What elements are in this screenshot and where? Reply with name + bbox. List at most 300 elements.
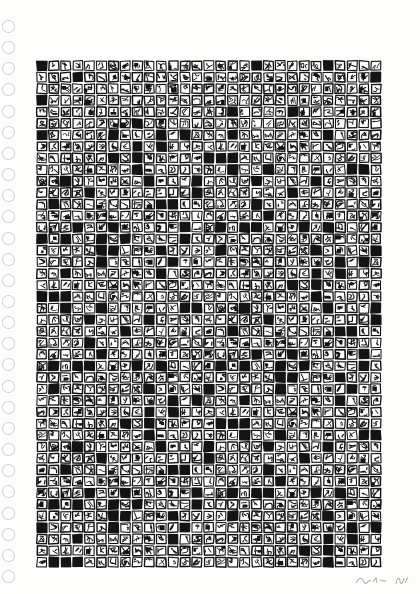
scribble-cell xyxy=(347,557,357,566)
scribble-cell xyxy=(348,280,357,289)
scribble-cell xyxy=(228,407,238,417)
scribble-cell xyxy=(37,177,46,186)
scribble-cell xyxy=(276,476,286,485)
scribble-cell xyxy=(97,557,106,567)
scribble-cell xyxy=(156,523,166,532)
scribble-cell xyxy=(299,211,309,221)
scribble-cell xyxy=(204,153,213,163)
scribble-cell xyxy=(121,315,131,324)
scribble-cell xyxy=(49,107,59,117)
scribble-cell xyxy=(156,107,166,117)
binder-hole xyxy=(2,422,15,435)
scribble-cell xyxy=(216,373,226,382)
ink-grid-artwork xyxy=(36,60,382,568)
scribble-cell xyxy=(37,315,47,324)
scribble-cell xyxy=(169,361,179,371)
scribble-cell xyxy=(239,523,249,533)
scribble-cell xyxy=(108,546,118,555)
scribble-cell xyxy=(359,338,369,347)
scribble-cell xyxy=(84,535,94,544)
scribble-cell xyxy=(108,269,118,278)
scribble-cell xyxy=(168,84,178,94)
scribble-cell xyxy=(180,384,190,394)
scribble-cell xyxy=(180,154,190,163)
scribble-cell xyxy=(228,165,238,174)
scribble-cell xyxy=(121,177,130,186)
scribble-cell xyxy=(323,465,333,475)
scribble-cell xyxy=(85,257,94,266)
binder-hole xyxy=(2,253,15,266)
scribble-cell xyxy=(96,361,106,370)
scribble-cell xyxy=(287,153,297,163)
scribble-cell xyxy=(360,326,369,335)
scribble-cell xyxy=(132,419,142,428)
scribble-cell xyxy=(37,338,47,348)
scribble-cell xyxy=(204,188,214,198)
scribble-cell xyxy=(299,349,309,359)
scribble-cell xyxy=(61,257,71,266)
scribble-cell xyxy=(263,500,273,509)
scribble-cell xyxy=(347,385,357,394)
scribble-cell xyxy=(61,269,71,278)
scribble-cell xyxy=(180,534,190,544)
scribble-cell xyxy=(335,350,345,359)
scribble-cell xyxy=(216,361,226,370)
scribble-cell xyxy=(312,361,321,370)
scribble-cell xyxy=(192,211,202,221)
scribble-cell xyxy=(49,500,59,509)
scribble-cell xyxy=(61,292,70,301)
scribble-cell xyxy=(168,281,178,290)
scribble-cell xyxy=(216,176,226,186)
scribble-cell xyxy=(192,269,202,279)
scribble-cell xyxy=(144,558,154,567)
scribble-cell xyxy=(73,372,83,381)
scribble-cell xyxy=(348,488,358,498)
scribble-cell xyxy=(335,465,345,474)
scribble-cell xyxy=(228,384,238,393)
scribble-cell xyxy=(228,500,238,509)
scribble-cell xyxy=(109,373,118,382)
scribble-cell xyxy=(84,153,94,163)
scribble-cell xyxy=(359,176,369,186)
scribble-cell xyxy=(49,408,58,417)
scribble-cell xyxy=(311,142,321,151)
scribble-cell xyxy=(359,142,369,151)
scribble-cell xyxy=(311,476,321,486)
scribble-cell xyxy=(168,557,178,567)
scribble-cell xyxy=(96,292,106,302)
scribble-cell xyxy=(323,223,333,233)
scribble-cell xyxy=(85,211,94,220)
scribble-cell xyxy=(216,119,226,128)
scribble-cell xyxy=(264,165,274,175)
scribble-cell xyxy=(252,292,262,302)
scribble-cell xyxy=(37,142,46,151)
scribble-cell xyxy=(288,373,298,382)
scribble-cell xyxy=(335,257,345,267)
scribble-cell xyxy=(287,292,297,302)
scribble-cell xyxy=(228,119,238,128)
scribble-cell xyxy=(49,477,59,486)
scribble-cell xyxy=(108,361,118,370)
scribble-cell xyxy=(347,534,357,544)
scribble-cell xyxy=(73,223,83,232)
scribble-cell xyxy=(132,119,142,129)
scribble-cell xyxy=(37,292,46,302)
scribble-cell xyxy=(121,84,131,93)
scribble-cell xyxy=(192,395,202,405)
scribble-cell xyxy=(37,72,47,82)
scribble-cell xyxy=(37,453,47,462)
scribble-cell xyxy=(61,523,71,532)
scribble-cell xyxy=(276,303,286,312)
scribble-cell xyxy=(252,557,262,567)
scribble-cell xyxy=(132,303,142,313)
scribble-cell xyxy=(156,257,166,267)
scribble-cell xyxy=(347,107,357,117)
scribble-cell xyxy=(168,442,178,451)
scribble-cell xyxy=(240,361,250,370)
scribble-cell xyxy=(73,199,83,209)
scribble-cell xyxy=(323,165,333,175)
scribble-cell xyxy=(180,222,190,231)
scribble-cell xyxy=(120,303,130,312)
scribble-cell xyxy=(252,453,262,463)
scribble-cell xyxy=(264,338,273,347)
scribble-cell xyxy=(180,315,190,324)
scribble-cell xyxy=(240,350,250,360)
scribble-cell xyxy=(121,153,131,162)
scribble-cell xyxy=(85,488,95,497)
scribble-cell xyxy=(228,211,238,221)
scribble-cell xyxy=(216,500,226,509)
scribble-cell xyxy=(144,372,154,382)
scribble-cell xyxy=(96,200,106,210)
scribble-cell xyxy=(108,534,118,543)
scribble-cell xyxy=(288,500,297,509)
scribble-cell xyxy=(49,61,59,70)
scribble-cell xyxy=(132,361,142,370)
scribble-cell xyxy=(73,407,83,416)
scribble-cell xyxy=(323,408,333,417)
scribble-cell xyxy=(120,245,130,255)
scribble-cell xyxy=(276,73,286,82)
scribble-cell xyxy=(144,430,154,440)
scribble-cell xyxy=(120,200,130,209)
scribble-cell xyxy=(157,211,167,220)
scribble-cell xyxy=(108,95,118,104)
scribble-cell xyxy=(108,107,118,116)
scribble-cell xyxy=(251,546,261,556)
scribble-cell xyxy=(264,199,274,208)
scribble-cell xyxy=(240,488,250,498)
scribble-cell xyxy=(228,61,237,70)
scribble-cell xyxy=(156,395,166,404)
scribble-cell xyxy=(84,268,94,278)
scribble-cell xyxy=(61,512,71,521)
scribble-cell xyxy=(121,476,130,485)
scribble-cell xyxy=(264,268,274,277)
scribble-cell xyxy=(204,84,214,94)
scribble-cell xyxy=(205,557,214,566)
scribble-cell xyxy=(120,535,130,544)
scribble-cell xyxy=(168,315,178,325)
scribble-cell xyxy=(347,95,357,105)
scribble-cell xyxy=(347,188,357,198)
scribble-cell xyxy=(323,373,333,383)
scribble-cell xyxy=(216,304,225,313)
scribble-cell xyxy=(192,500,202,509)
scribble-cell xyxy=(252,303,262,313)
scribble-cell xyxy=(120,454,130,463)
scribble-cell xyxy=(96,534,106,544)
scribble-cell xyxy=(168,258,178,267)
scribble-cell xyxy=(49,269,59,279)
scribble-cell xyxy=(300,407,310,417)
scribble-cell xyxy=(49,246,59,255)
scribble-cell xyxy=(108,130,118,140)
scribble-cell xyxy=(132,384,142,393)
scribble-cell xyxy=(359,361,369,370)
scribble-cell xyxy=(120,488,130,497)
scribble-cell xyxy=(37,442,46,451)
scribble-cell xyxy=(335,408,345,417)
scribble-cell xyxy=(323,280,333,290)
scribble-cell xyxy=(49,442,58,451)
scribble-cell xyxy=(311,454,321,463)
scribble-cell xyxy=(156,500,166,509)
scribble-cell xyxy=(228,315,238,325)
scribble-cell xyxy=(323,72,333,82)
scribble-cell xyxy=(264,211,274,220)
scribble-cell xyxy=(371,453,381,463)
scribble-cell xyxy=(37,131,47,140)
scribble-cell xyxy=(97,107,106,117)
scribble-cell xyxy=(240,257,250,267)
scribble-cell xyxy=(169,338,179,348)
scribble-cell xyxy=(192,523,202,533)
scribble-cell xyxy=(359,315,369,325)
scribble-cell xyxy=(84,223,94,232)
scribble-cell xyxy=(264,315,274,325)
scribble-cell xyxy=(347,246,357,256)
scribble-cell xyxy=(109,72,119,82)
scribble-cell xyxy=(145,349,154,359)
scribble-cell xyxy=(121,257,131,266)
scribble-cell xyxy=(299,453,309,463)
scribble-cell xyxy=(323,511,333,520)
scribble-cell xyxy=(347,131,357,140)
scribble-cell xyxy=(61,211,71,221)
scribble-cell xyxy=(263,84,273,94)
scribble-cell xyxy=(335,281,345,290)
scribble-cell xyxy=(312,442,321,452)
scribble-cell xyxy=(37,119,47,128)
scribble-cell xyxy=(276,465,286,474)
scribble-cell xyxy=(323,119,333,129)
scribble-cell xyxy=(335,499,345,509)
scribble-cell xyxy=(251,315,261,325)
scribble-cell xyxy=(144,223,154,233)
scribble-cell xyxy=(132,396,142,405)
scribble-cell xyxy=(371,534,381,543)
scribble-cell xyxy=(288,338,297,347)
scribble-cell xyxy=(275,315,285,325)
scribble-cell xyxy=(193,292,202,301)
scribble-cell xyxy=(312,165,321,174)
scribble-cell xyxy=(359,107,368,117)
scribble-cell xyxy=(120,396,130,405)
scribble-cell xyxy=(276,534,286,543)
scribble-cell xyxy=(37,107,47,116)
scribble-cell xyxy=(72,476,82,486)
scribble-cell xyxy=(287,430,297,440)
scribble-cell xyxy=(312,499,322,509)
scribble-cell xyxy=(37,557,47,567)
scribble-cell xyxy=(276,188,286,198)
scribble-cell xyxy=(108,315,118,324)
scribble-cell xyxy=(239,373,249,382)
scribble-cell xyxy=(311,327,321,336)
scribble-cell xyxy=(49,280,59,290)
scribble-cell xyxy=(347,511,357,521)
scribble-cell xyxy=(168,373,178,383)
scribble-cell xyxy=(133,234,142,243)
scribble-cell xyxy=(311,350,321,359)
scribble-cell xyxy=(300,396,310,406)
scribble-cell xyxy=(264,477,273,486)
scribble-cell xyxy=(251,407,261,417)
scribble-cell xyxy=(228,223,238,233)
scribble-cell xyxy=(216,408,226,417)
scribble-cell xyxy=(61,326,71,336)
scribble-cell xyxy=(192,350,202,360)
scribble-cell xyxy=(336,222,346,232)
scribble-cell xyxy=(132,477,142,486)
scribble-cell xyxy=(240,476,250,486)
scribble-cell xyxy=(132,499,142,509)
scribble-cell xyxy=(216,245,226,255)
scribble-cell xyxy=(287,234,297,244)
scribble-cell xyxy=(109,199,118,209)
scribble-cell xyxy=(311,557,321,567)
scribble-cell xyxy=(97,349,107,358)
scribble-cell xyxy=(287,315,297,324)
scribble-cell xyxy=(371,511,380,521)
scribble-cell xyxy=(287,396,297,405)
scribble-cell xyxy=(347,269,357,278)
scribble-cell xyxy=(204,131,214,140)
scribble-cell xyxy=(347,350,357,360)
scribble-cell xyxy=(145,500,154,509)
scribble-cell xyxy=(264,245,273,255)
scribble-cell xyxy=(109,338,118,348)
scribble-cell xyxy=(359,419,369,429)
scribble-cell xyxy=(263,118,273,128)
scribble-cell xyxy=(156,465,166,474)
scribble-cell xyxy=(323,396,333,405)
scribble-cell xyxy=(49,326,58,336)
scribble-cell xyxy=(204,407,214,416)
scribble-cell xyxy=(300,384,310,393)
scribble-cell xyxy=(73,142,83,151)
scribble-cell xyxy=(216,557,226,567)
binder-hole xyxy=(2,105,15,118)
scribble-cell xyxy=(192,465,201,474)
binder-hole xyxy=(2,295,15,308)
scribble-cell xyxy=(371,361,381,370)
scribble-cell xyxy=(168,396,178,406)
scribble-cell xyxy=(371,153,381,163)
scribble-cell xyxy=(204,246,214,255)
scribble-cell xyxy=(323,385,333,394)
scribble-cell xyxy=(120,372,130,382)
scribble-cell xyxy=(109,292,119,301)
scribble-cell xyxy=(299,546,309,556)
scribble-cell xyxy=(84,453,94,463)
scribble-cell xyxy=(156,430,166,440)
scribble-cell xyxy=(120,107,130,117)
scribble-cell xyxy=(216,165,226,174)
scribble-cell xyxy=(168,350,177,359)
scribble-cell xyxy=(216,269,225,278)
scribble-cell xyxy=(156,546,166,555)
scribble-cell xyxy=(49,199,59,208)
scribble-cell xyxy=(252,384,262,394)
scribble-cell xyxy=(133,315,142,325)
scribble-cell xyxy=(287,488,297,497)
scribble-cell xyxy=(240,142,250,152)
binder-hole xyxy=(2,464,15,477)
scribble-cell xyxy=(347,234,357,243)
scribble-cell xyxy=(49,223,59,233)
scribble-cell xyxy=(204,327,214,336)
scribble-cell xyxy=(371,61,381,70)
scribble-cell xyxy=(73,96,83,105)
scribble-cell xyxy=(96,315,105,325)
scribble-cell xyxy=(37,61,47,70)
scribble-cell xyxy=(37,281,47,290)
scribble-cell xyxy=(144,61,154,71)
scribble-cell xyxy=(228,234,238,243)
scribble-cell xyxy=(252,442,262,452)
scribble-cell xyxy=(287,223,297,233)
scribble-cell xyxy=(49,361,59,371)
scribble-cell xyxy=(335,327,345,336)
scribble-cell xyxy=(299,245,309,254)
scribble-cell xyxy=(276,246,286,255)
scribble-cell xyxy=(240,269,250,278)
scribble-cell xyxy=(324,176,333,186)
scribble-cell xyxy=(49,211,59,221)
scribble-cell xyxy=(360,153,369,162)
scribble-cell xyxy=(347,165,356,175)
scribble-cell xyxy=(108,234,118,243)
scribble-cell xyxy=(312,269,321,278)
scribble-cell xyxy=(359,465,369,475)
scribble-cell xyxy=(108,430,118,439)
scribble-cell xyxy=(144,292,154,301)
scribble-cell xyxy=(371,407,381,416)
scribble-cell xyxy=(85,338,95,348)
scribble-cell xyxy=(372,419,381,428)
scribble-cell xyxy=(312,72,322,82)
scribble-cell xyxy=(37,269,47,278)
scribble-cell xyxy=(359,535,369,544)
scribble-cell xyxy=(180,72,190,82)
binder-hole xyxy=(2,274,15,287)
